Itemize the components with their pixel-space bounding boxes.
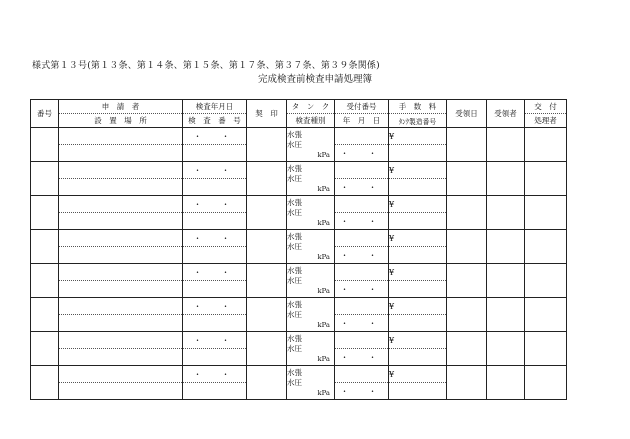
fee-cell[interactable]: ¥ [389, 196, 447, 213]
kpa-unit: kPa [317, 286, 330, 295]
handler-cell[interactable] [525, 128, 567, 162]
water-fill-label: 水張 [287, 163, 302, 173]
table-row [31, 196, 567, 213]
row-number-cell[interactable] [31, 366, 59, 400]
receipt-number-cell[interactable] [335, 366, 389, 383]
inspection-type-cell[interactable] [287, 332, 335, 366]
location-cell[interactable] [59, 315, 183, 332]
kpa-unit: kPa [317, 354, 330, 363]
inspection-date-cell[interactable]: ・ ・ [183, 128, 247, 145]
form-title: 完成検査前検査申請処理簿 [257, 74, 372, 85]
receipt-date-cell[interactable] [447, 196, 487, 230]
receipt-date-cell[interactable] [447, 332, 487, 366]
water-fill-label: 水張 [287, 333, 302, 343]
col-seal: 契 印 [247, 100, 287, 128]
receipt-number-cell[interactable] [335, 230, 389, 247]
fee-cell[interactable]: ¥ [389, 230, 447, 247]
col-receiver: 受領者 [487, 100, 525, 128]
table-row [31, 162, 567, 179]
col-receipt-ymd: 年 月 日 [335, 114, 389, 128]
water-pressure-label: 水圧 [287, 241, 302, 251]
inspection-number-cell[interactable] [183, 315, 247, 332]
applicant-cell[interactable] [59, 264, 183, 281]
receipt-date-cell[interactable] [447, 230, 487, 264]
receipt-date-cell[interactable] [447, 298, 487, 332]
receiver-cell[interactable] [487, 196, 525, 230]
location-cell[interactable] [59, 281, 183, 298]
receiver-cell[interactable] [487, 162, 525, 196]
inspection-type-cell[interactable] [287, 196, 335, 230]
location-cell[interactable] [59, 349, 183, 366]
applicant-cell[interactable] [59, 366, 183, 383]
fee-cell[interactable]: ¥ [389, 162, 447, 179]
inspection-type-cell[interactable] [287, 298, 335, 332]
applicant-cell[interactable] [59, 162, 183, 179]
handler-cell[interactable] [525, 298, 567, 332]
location-cell[interactable] [59, 247, 183, 264]
receiver-cell[interactable] [487, 366, 525, 400]
receipt-ymd-cell[interactable]: ・ ・ [335, 213, 389, 230]
receipt-number-cell[interactable] [335, 332, 389, 349]
water-pressure-label: 水圧 [287, 309, 302, 319]
receipt-ymd-cell[interactable]: ・ ・ [335, 281, 389, 298]
receipt-ymd-cell[interactable]: ・ ・ [335, 179, 389, 196]
inspection-number-cell[interactable] [183, 281, 247, 298]
kpa-unit: kPa [317, 388, 330, 397]
table-row [31, 366, 567, 383]
handler-cell[interactable] [525, 332, 567, 366]
row-number-cell[interactable] [31, 128, 59, 162]
seal-cell[interactable] [247, 196, 287, 230]
water-fill-label: 水張 [287, 299, 302, 309]
inspection-type-cell[interactable] [287, 162, 335, 196]
kpa-unit: kPa [317, 252, 330, 261]
water-fill-label: 水張 [287, 129, 302, 139]
col-inspection-date: 検査年月日 [183, 100, 247, 114]
applicant-cell[interactable] [59, 128, 183, 145]
table-row [31, 128, 567, 145]
water-pressure-label: 水圧 [287, 275, 302, 285]
inspection-date-cell[interactable]: ・ ・ [183, 230, 247, 247]
kpa-unit: kPa [317, 184, 330, 193]
tank-serial-cell[interactable] [389, 349, 447, 366]
inspection-type-cell[interactable] [287, 366, 335, 400]
handler-cell[interactable] [525, 162, 567, 196]
handler-cell[interactable] [525, 366, 567, 400]
inspection-type-cell[interactable] [287, 128, 335, 162]
receipt-ymd-cell[interactable]: ・ ・ [335, 315, 389, 332]
receipt-date-cell[interactable] [447, 264, 487, 298]
location-cell[interactable] [59, 145, 183, 162]
tank-serial-cell[interactable] [389, 247, 447, 264]
col-fee: 手 数 料 [389, 100, 447, 114]
seal-cell[interactable] [247, 162, 287, 196]
inspection-date-cell[interactable]: ・ ・ [183, 162, 247, 179]
applicant-cell[interactable] [59, 196, 183, 213]
inspection-date-cell[interactable]: ・ ・ [183, 366, 247, 383]
form-number: 様式第１３号(第１３条、第１４条、第１５条、第１７条、第３７条、第３９条関係) [32, 61, 380, 71]
receipt-date-cell[interactable] [447, 162, 487, 196]
receipt-number-cell[interactable] [335, 264, 389, 281]
receipt-ymd-cell[interactable]: ・ ・ [335, 145, 389, 162]
inspection-type-cell[interactable] [287, 264, 335, 298]
ledger-table [30, 99, 567, 400]
inspection-date-cell[interactable]: ・ ・ [183, 298, 247, 315]
kpa-unit: kPa [317, 218, 330, 227]
applicant-cell[interactable] [59, 298, 183, 315]
seal-cell[interactable] [247, 128, 287, 162]
receiver-cell[interactable] [487, 128, 525, 162]
receiver-cell[interactable] [487, 264, 525, 298]
tank-serial-cell[interactable] [389, 179, 447, 196]
handler-cell[interactable] [525, 230, 567, 264]
water-pressure-label: 水圧 [287, 207, 302, 217]
inspection-number-cell[interactable] [183, 179, 247, 196]
receiver-cell[interactable] [487, 298, 525, 332]
receipt-ymd-cell[interactable]: ・ ・ [335, 383, 389, 400]
tank-serial-cell[interactable] [389, 213, 447, 230]
handler-cell[interactable] [525, 196, 567, 230]
seal-cell[interactable] [247, 230, 287, 264]
water-pressure-label: 水圧 [287, 343, 302, 353]
applicant-cell[interactable] [59, 332, 183, 349]
seal-cell[interactable] [247, 332, 287, 366]
inspection-number-cell[interactable] [183, 213, 247, 230]
water-fill-label: 水張 [287, 197, 302, 207]
kpa-unit: kPa [317, 320, 330, 329]
col-applicant: 申 請 者 [59, 100, 183, 114]
inspection-number-cell[interactable] [183, 145, 247, 162]
receipt-number-cell[interactable] [335, 298, 389, 315]
inspection-date-cell[interactable]: ・ ・ [183, 332, 247, 349]
water-pressure-label: 水圧 [287, 139, 302, 149]
inspection-number-cell[interactable] [183, 383, 247, 400]
col-tank-serial: ﾀﾝｸ製造番号 [389, 114, 447, 128]
inspection-number-cell[interactable] [183, 349, 247, 366]
water-pressure-label: 水圧 [287, 377, 302, 387]
row-number-cell[interactable] [31, 264, 59, 298]
inspection-number-cell[interactable] [183, 247, 247, 264]
water-fill-label: 水張 [287, 367, 302, 377]
water-pressure-label: 水圧 [287, 173, 302, 183]
water-fill-label: 水張 [287, 265, 302, 275]
col-receipt-date: 受領日 [447, 100, 487, 128]
table-row [31, 298, 567, 315]
receipt-date-cell[interactable] [447, 366, 487, 400]
col-inspection-number: 検 査 番 号 [183, 114, 247, 128]
location-cell[interactable] [59, 383, 183, 400]
receipt-number-cell[interactable] [335, 196, 389, 213]
handler-cell[interactable] [525, 264, 567, 298]
fee-cell[interactable]: ¥ [389, 366, 447, 383]
fee-cell[interactable]: ¥ [389, 128, 447, 145]
col-tank: タ ン ク [287, 100, 335, 114]
row-number-cell[interactable] [31, 332, 59, 366]
table-row [31, 230, 567, 247]
tank-serial-cell[interactable] [389, 383, 447, 400]
tank-serial-cell[interactable] [389, 315, 447, 332]
tank-serial-cell[interactable] [389, 145, 447, 162]
seal-cell[interactable] [247, 298, 287, 332]
receiver-cell[interactable] [487, 230, 525, 264]
col-delivery: 交 付 [525, 100, 567, 114]
fee-cell[interactable]: ¥ [389, 298, 447, 315]
location-cell[interactable] [59, 213, 183, 230]
row-number-cell[interactable] [31, 298, 59, 332]
table-row [31, 332, 567, 349]
kpa-unit: kPa [317, 150, 330, 159]
col-inspection-type: 検査種別 [287, 114, 335, 128]
tank-serial-cell[interactable] [389, 281, 447, 298]
water-fill-label: 水張 [287, 231, 302, 241]
location-cell[interactable] [59, 179, 183, 196]
table-row [31, 264, 567, 281]
col-receipt-number: 受付番号 [335, 100, 389, 114]
receipt-number-cell[interactable] [335, 128, 389, 145]
col-location: 設 置 場 所 [59, 114, 183, 128]
col-handler: 処理者 [525, 114, 567, 128]
receipt-ymd-cell[interactable]: ・ ・ [335, 247, 389, 264]
inspection-date-cell[interactable]: ・ ・ [183, 196, 247, 213]
receipt-number-cell[interactable] [335, 162, 389, 179]
row-number-cell[interactable] [31, 196, 59, 230]
fee-cell[interactable]: ¥ [389, 332, 447, 349]
col-number: 番号 [31, 100, 59, 128]
row-number-cell[interactable] [31, 230, 59, 264]
seal-cell[interactable] [247, 366, 287, 400]
seal-cell[interactable] [247, 264, 287, 298]
header-row-1 [31, 100, 567, 114]
inspection-date-cell[interactable]: ・ ・ [183, 264, 247, 281]
receipt-ymd-cell[interactable]: ・ ・ [335, 349, 389, 366]
inspection-type-cell[interactable] [287, 230, 335, 264]
row-number-cell[interactable] [31, 162, 59, 196]
fee-cell[interactable]: ¥ [389, 264, 447, 281]
receiver-cell[interactable] [487, 332, 525, 366]
applicant-cell[interactable] [59, 230, 183, 247]
receipt-date-cell[interactable] [447, 128, 487, 162]
